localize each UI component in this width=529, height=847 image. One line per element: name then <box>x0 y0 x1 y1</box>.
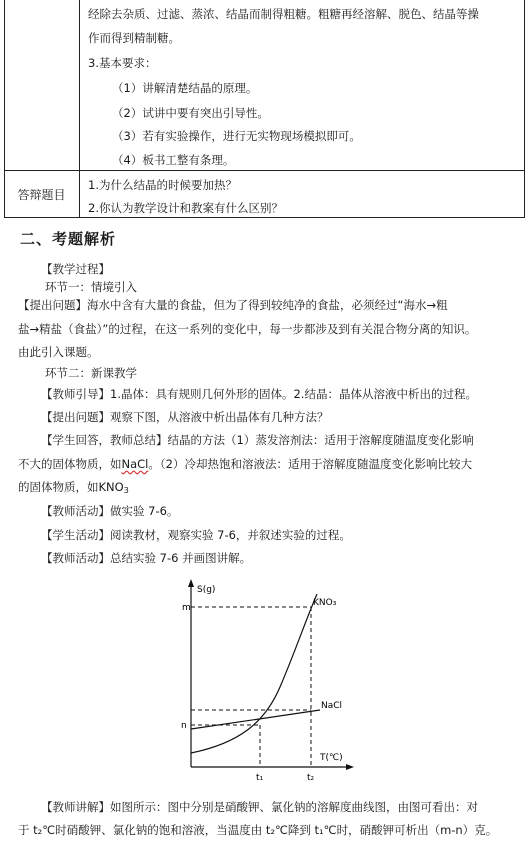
explanation-line-2: 于 t₂℃时硝酸钾、氯化钠的饱和溶液，当温度由 t₂℃降到 t₁℃时，硝酸钾可析出（m-n）克。 <box>18 823 498 837</box>
teacher-activity-2: 【教师活动】总结实验 7-6 并画图讲解。 <box>41 551 252 565</box>
question-one-line-3: 由此引入课题。 <box>18 345 99 359</box>
answer-line-2 <box>18 457 472 471</box>
table-line-6: （3）若有实验操作，进行无实物现场模拟即可。 <box>112 129 361 143</box>
student-activity: 【学生活动】阅读教材，观察实验 7-6，并叙述实验的过程。 <box>41 528 351 542</box>
y-axis-label: S(g) <box>197 585 216 595</box>
defense-label: 答辩题目 <box>17 188 66 202</box>
kno3-subscript: 3 <box>123 486 129 495</box>
table-line-7: （4）板书工整有条理。 <box>112 153 235 167</box>
nacl-curve <box>191 710 320 729</box>
link-two: 环节二：新课教学 <box>45 366 137 380</box>
y-tick-n: n <box>181 721 187 731</box>
table-line-5: （2）试讲中要有突出引导性。 <box>112 106 269 120</box>
answer-line-2-end: 。（2）冷却热饱和溶液法：适用于溶解度随温度变化影响比较大 <box>148 457 472 471</box>
answer-line-2-start: 不大的固体物质，如 <box>18 457 122 471</box>
table-row-divider <box>4 170 524 171</box>
kno3-label: KNO₃ <box>313 598 337 608</box>
x-axis-arrow <box>346 764 354 770</box>
kno3-curve <box>191 594 317 753</box>
answer-line-1: 【学生回答，教师总结】结晶的方法（1）蒸发溶剂法：适用于溶解度随温度变化影响 <box>41 433 474 447</box>
requirements-table <box>4 0 525 219</box>
nacl-label: NaCl <box>321 701 343 711</box>
kno3-formula: KNO <box>98 480 124 494</box>
defense-question-1: 1.为什么结晶的时候要加热？ <box>88 178 237 192</box>
teacher-activity-1: 【教师活动】做实验 7-6。 <box>41 504 179 518</box>
y-axis-arrow <box>188 579 194 587</box>
question-one-line-1: 【提出问题】海水中含有大量的食盐，但为了得到较纯净的食盐，必须经过“海水→粗 <box>18 298 448 312</box>
nacl-formula: NaCl <box>121 457 149 471</box>
x-tick-t1: t₁ <box>256 773 264 783</box>
teacher-guide: 【教师引导】1.晶体：具有规则几何外形的固体。2.结晶：晶体从溶液中析出的过程。 <box>41 387 477 401</box>
table-line-4: （1）讲解清楚结晶的原理。 <box>112 81 258 95</box>
x-tick-t2: t₂ <box>307 773 315 783</box>
question-one-line-2: 盐→精盐（食盐）”的过程，在这一系列的变化中，每一步都涉及到有关混合物分离的知识。 <box>18 322 477 336</box>
table-line-2: 作而得到精制糖。 <box>88 31 180 45</box>
section-title: 二、考题解析 <box>20 230 117 248</box>
solubility-chart <box>180 577 380 792</box>
defense-question-2: 2.你认为教学设计和教案有什么区别？ <box>88 201 283 215</box>
answer-line-3-start: 的固体物质，如 <box>18 480 99 494</box>
table-line-3: 3.基本要求： <box>88 56 157 70</box>
x-axis-label: T(℃) <box>320 753 343 763</box>
table-column-divider <box>79 0 80 218</box>
teaching-process-heading: 【教学过程】 <box>41 262 110 276</box>
answer-line-3 <box>18 480 129 498</box>
explanation-line-1: 【教师讲解】如图所示：图中分别是硝酸钾、氯化钠的溶解度曲线图，由图可看出：对 <box>41 800 478 814</box>
link-one: 环节一：情境引入 <box>45 280 137 294</box>
table-line-1: 经除去杂质、过滤、蒸浓、结晶而制得粗糖。粗糖再经溶解、脱色、结晶等操 <box>88 7 479 21</box>
question-two: 【提出问题】观察下图，从溶液中析出晶体有几种方法？ <box>41 410 329 424</box>
y-tick-m: m <box>182 603 191 613</box>
